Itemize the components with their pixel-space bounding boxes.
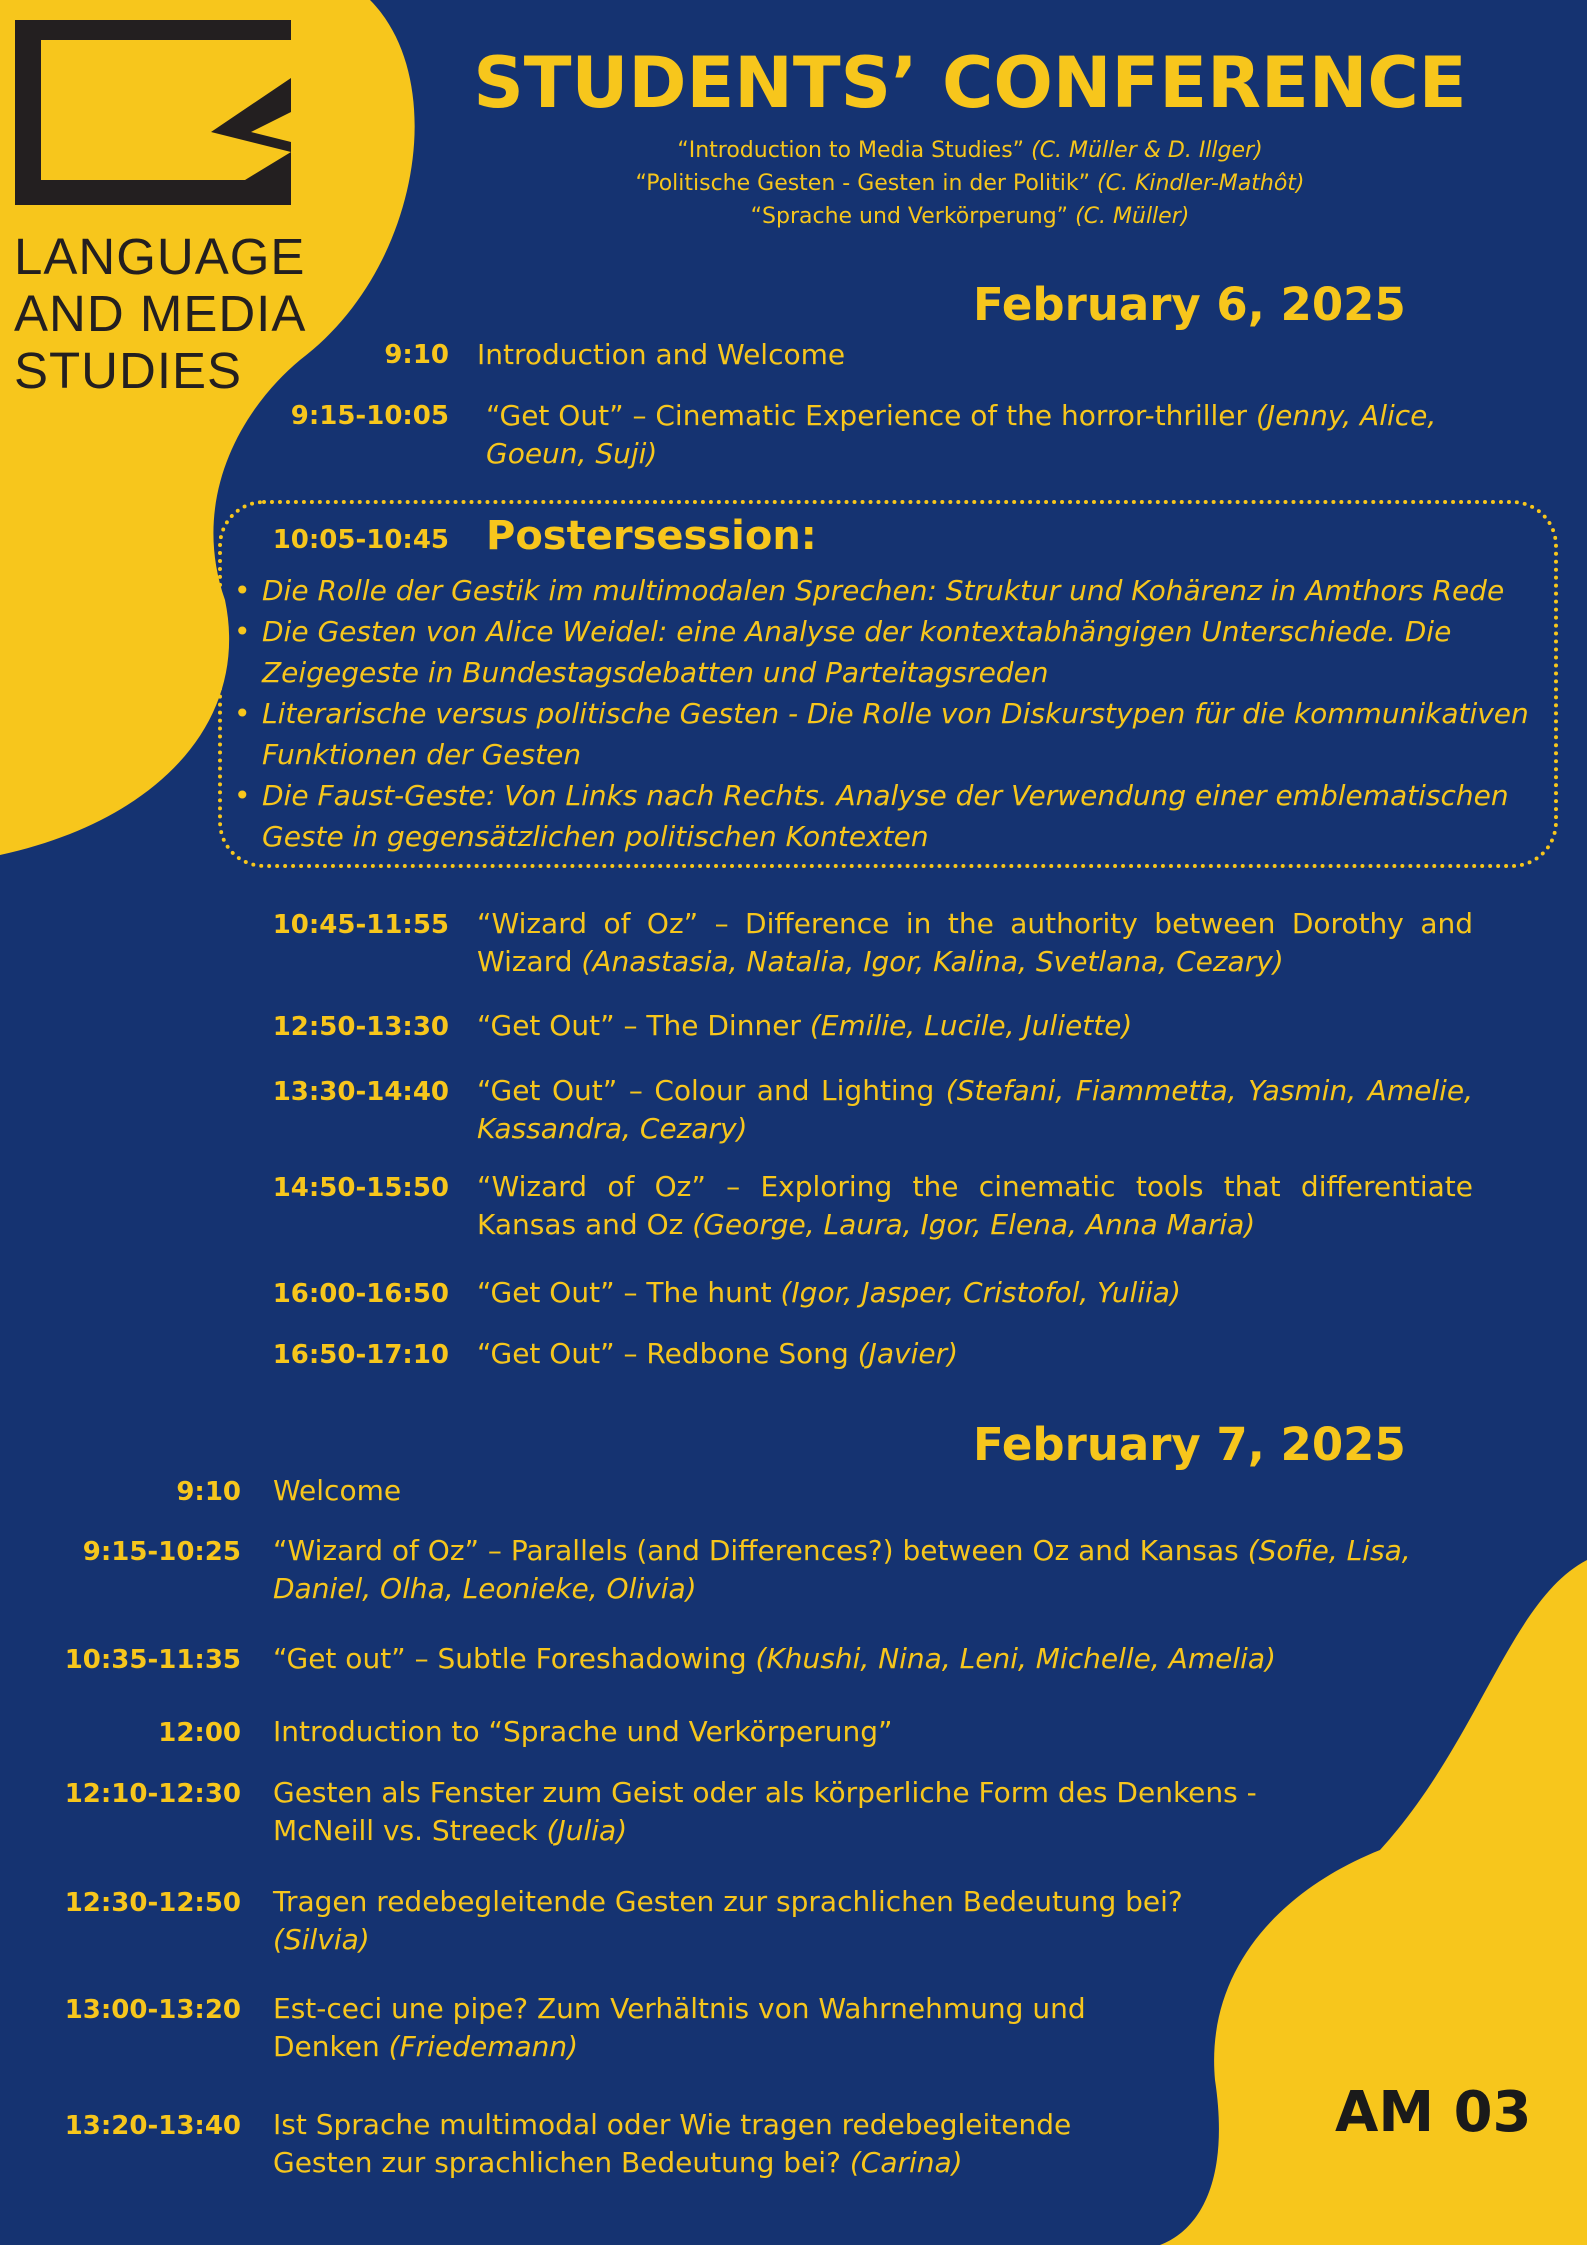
schedule-time: 12:30-12:50 [64,1888,241,1918]
room-label: AM 03 [1335,2080,1532,2145]
schedule-time: 13:30-14:40 [272,1077,449,1107]
schedule-description: “Get Out” – Cinematic Experience of the horror-thriller (Jenny, Alice, Goeun, Suji) [486,399,1437,470]
schedule-description: “Get Out” – Colour and Lighting (Stefani, Fiammetta, Yasmin, Amelie, Kassandra, Cezary) [477,1074,1474,1145]
schedule-description: Ist Sprache multimodal oder Wie tragen redebegleitende Gesten zur sprachlichen Bedeutung bei? (Carina) [273,2108,1072,2179]
day1-date: February 6, 2025 [973,278,1406,331]
schedule-description: Welcome [273,1474,402,1507]
day2-date: February 7, 2025 [973,1418,1406,1471]
presenter-names: (Emilie, Lucile, Juliette) [809,1009,1133,1042]
presenter-names: (Javier) [857,1337,959,1370]
schedule-time: 14:50-15:50 [272,1173,449,1203]
schedule-description: Introduction and Welcome [477,338,846,371]
schedule-time: 12:10-12:30 [64,1779,241,1809]
schedule-time: 13:20-13:40 [64,2111,241,2141]
language-media-logo-icon [15,20,295,205]
course-list [440,134,1500,233]
course-line [440,167,1500,200]
schedule-description: Tragen redebegleitende Gesten zur sprachlichen Bedeutung bei? (Silvia) [273,1885,1183,1956]
course-people: (C. Müller) [1075,204,1190,229]
schedule-time: 9:15-10:25 [82,1537,241,1567]
schedule-description: “Get Out” – The hunt (Igor, Jasper, Cristofol, Yuliia) [477,1276,1181,1309]
course-line [440,200,1500,233]
presenter-names: (Anastasia, Natalia, Igor, Kalina, Svetlana, Cezary) [581,945,1284,978]
course-people: (C. Kindler-Mathôt) [1097,171,1305,196]
schedule-description: “Wizard of Oz” – Parallels (and Differences?) between Oz and Kansas (Sofie, Lisa, Daniel, Olha, Leonieke, Olivia) [273,1534,1411,1605]
presenter-names: (Igor, Jasper, Cristofol, Yuliia) [780,1276,1181,1309]
presenter-names: (George, Laura, Igor, Elena, Anna Maria) [692,1208,1256,1241]
schedule-time: 9:10 [176,1477,241,1507]
poster-list [228,570,1558,857]
poster-item: • Die Faust-Geste: Von Links nach Rechts. Analyse der Verwendung einer emblematischen Geste in gegensätzlichen politischen Kontexten [228,775,1558,857]
page-title: STUDENTS’ CONFERENCE [473,42,1467,124]
presenter-names: (Stefani, Fiammetta, Yasmin, Amelie, Kassandra, Cezary) [477,1074,1474,1145]
schedule-time: 16:00-16:50 [272,1279,449,1309]
presenter-names: (Khushi, Nina, Leni, Michelle, Amelia) [755,1642,1276,1675]
course-people: (C. Müller & D. Illger) [1031,138,1263,163]
course-title: “Politische Gesten - Gesten in der Politik” [635,171,1090,196]
presenter-names: (Carina) [849,2146,963,2179]
course-title: “Sprache und Verkörperung” [750,204,1069,229]
poster-item: • Die Rolle der Gestik im multimodalen Sprechen: Struktur und Kohärenz in Amthors Rede [228,570,1558,611]
schedule-description: “Get Out” – The Dinner (Emilie, Lucile, Juliette) [477,1009,1133,1042]
schedule-time: 10:35-11:35 [64,1645,241,1675]
schedule-description: Gesten als Fenster zum Geist oder als körperliche Form des Denkens - McNeill vs. Streeck (Julia) [273,1776,1257,1847]
schedule-description: “Get Out” – Redbone Song (Javier) [477,1337,959,1370]
schedule-time: 13:00-13:20 [64,1995,241,2025]
schedule-time: 12:00 [158,1718,241,1748]
presenter-names: (Friedemann) [388,2030,579,2063]
presenter-names: (Julia) [546,1814,628,1847]
presenter-names: (Silvia) [273,1923,370,1956]
schedule-description: Introduction to “Sprache und Verkörperung” [273,1715,893,1748]
poster-item: • Literarische versus politische Gesten - Die Rolle von Diskurstypen für die kommunikativen Funktionen der Gesten [228,693,1558,775]
poster-item: • Die Gesten von Alice Weidel: eine Analyse der kontextabhängigen Unterschiede. Die Zeigegeste in Bundestagsdebatten und Parteitagsreden [228,611,1558,693]
schedule-time: 9:10 [384,340,449,370]
schedule-description: Est-ceci une pipe? Zum Verhältnis von Wahrnehmung und Denken (Friedemann) [273,1992,1086,2063]
course-title: “Introduction to Media Studies” [677,138,1025,163]
poster-heading: Postersession: [486,513,817,559]
presenter-names: (Sofie, Lisa, Daniel, Olha, Leonieke, Olivia) [273,1534,1411,1605]
course-line [440,134,1500,167]
presenter-names: (Jenny, Alice, Goeun, Suji) [486,399,1437,470]
poster-time: 10:05-10:45 [272,525,449,555]
schedule-description: “Wizard of Oz” – Exploring the cinematic tools that differentiate Kansas and Oz (George, Laura, Igor, Elena, Anna Maria) [477,1170,1473,1241]
schedule-time: 12:50-13:30 [272,1012,449,1042]
schedule-description: “Get out” – Subtle Foreshadowing (Khushi, Nina, Leni, Michelle, Amelia) [273,1642,1276,1675]
schedule-time: 10:45-11:55 [272,910,449,940]
schedule-time: 9:15-10:05 [290,401,449,431]
schedule-time: 16:50-17:10 [272,1340,449,1370]
logo-text: LANGUAGE AND MEDIA STUDIES [14,228,307,399]
schedule-description: “Wizard of Oz” – Difference in the authority between Dorothy and Wizard (Anastasia, Natalia, Igor, Kalina, Svetlana, Cezary) [477,907,1473,978]
